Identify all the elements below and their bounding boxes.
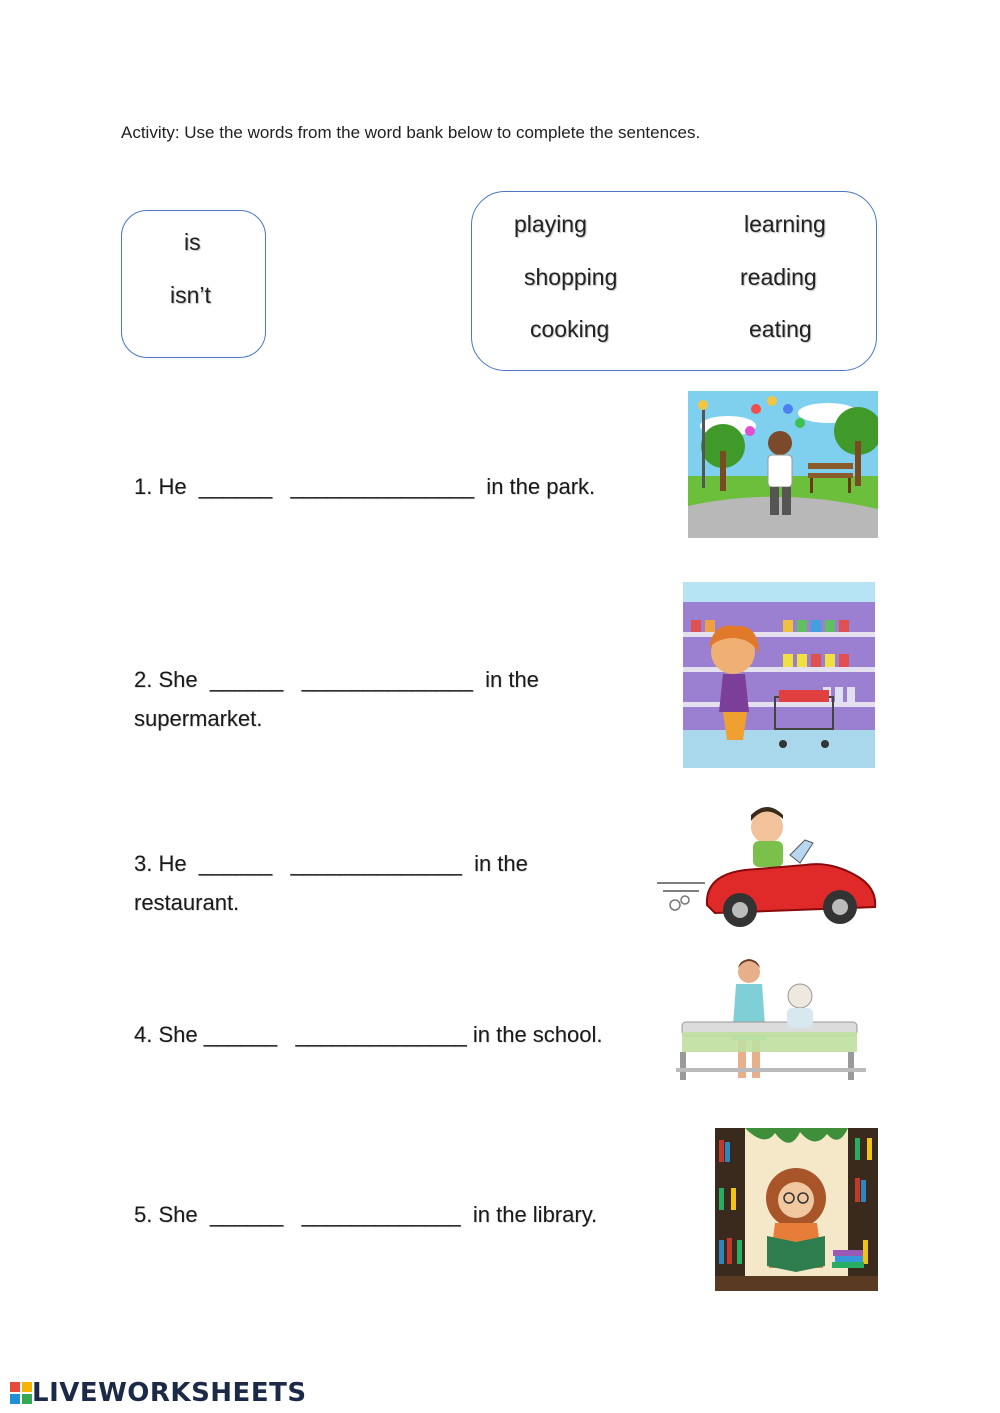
verb-bank-word[interactable]: is xyxy=(184,229,201,255)
supermarket-illustration xyxy=(683,582,875,768)
sentence-4: 4. She ______ ______________ in the school. xyxy=(134,1022,603,1047)
car-driver-illustration xyxy=(655,795,880,943)
word-bank-word[interactable]: shopping xyxy=(524,264,618,290)
logo-text: LIVEWORKSHEETS xyxy=(32,1378,307,1408)
word-bank-word[interactable]: eating xyxy=(749,316,812,342)
liveworksheets-logo-icon xyxy=(10,1382,32,1404)
word-bank-word[interactable]: reading xyxy=(740,264,817,290)
verb-bank-word[interactable]: isn’t xyxy=(170,282,211,308)
hospital-illustration xyxy=(662,950,877,1095)
activity-instruction: Activity: Use the words from the word bank below to complete the sentences. xyxy=(121,123,701,142)
word-bank-word[interactable]: playing xyxy=(514,211,587,237)
liveworksheets-logo xyxy=(10,1378,307,1408)
word-bank-word[interactable]: cooking xyxy=(530,316,610,342)
sentence-2: 2. She ______ ______________ in the xyxy=(134,667,539,692)
word-bank-word[interactable]: learning xyxy=(744,211,826,237)
sentence-1: 1. He ______ _______________ in the park. xyxy=(134,474,596,499)
library-illustration xyxy=(715,1128,878,1291)
sentence-2-continued: supermarket. xyxy=(134,706,263,731)
sentence-5: 5. She ______ _____________ in the library. xyxy=(134,1202,598,1227)
sentence-3-continued: restaurant. xyxy=(134,890,240,915)
sentence-3: 3. He ______ ______________ in the xyxy=(134,851,528,876)
park-illustration xyxy=(688,391,878,538)
